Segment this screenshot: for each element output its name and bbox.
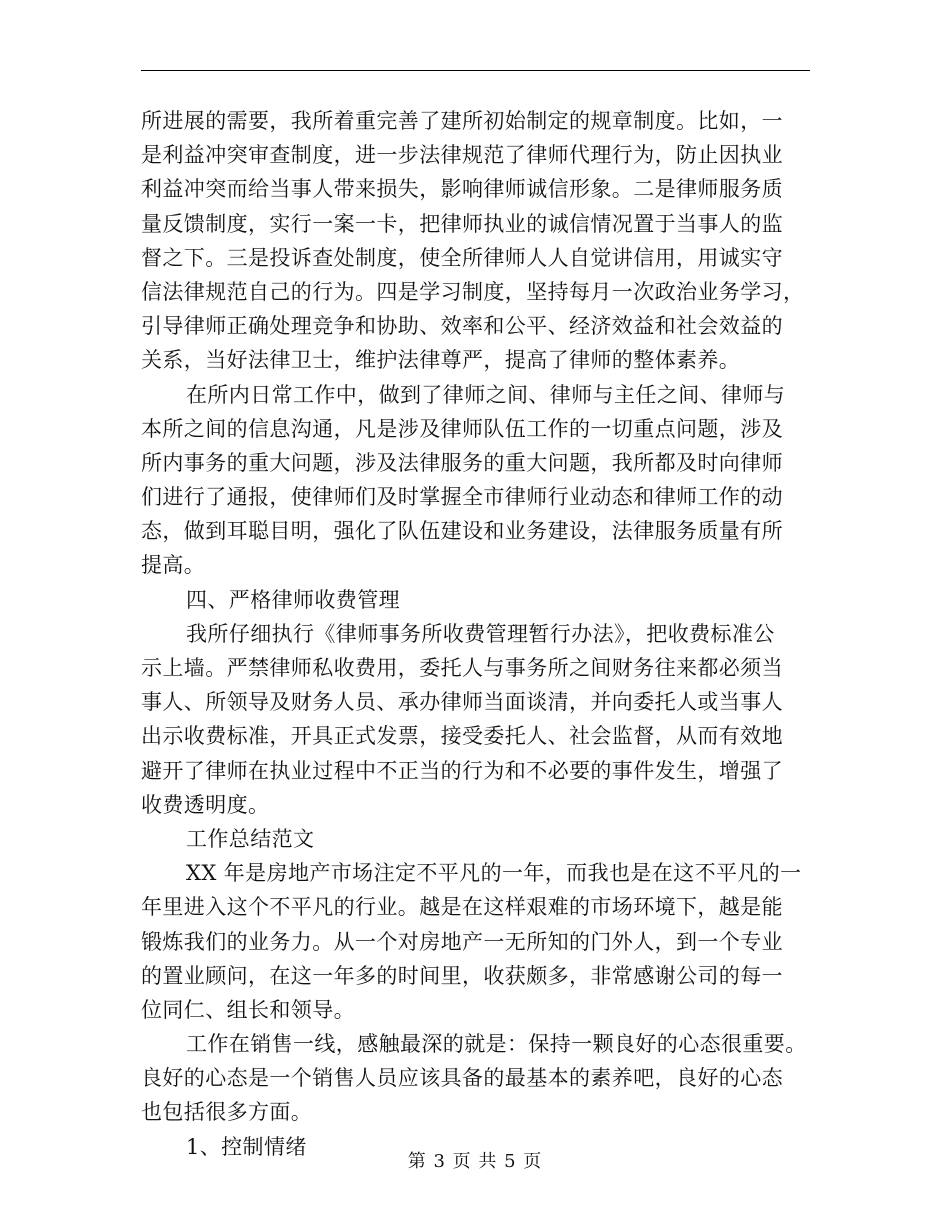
text-line: 出示收费标准，开具正式发票，接受委托人、社会监督，从而有效地 (141, 724, 783, 749)
text-line: 位同仁、组长和领导。 (141, 997, 355, 1022)
text-line: 督之下。三是投诉查处制度，使全所律师人人自觉讲信用，用诚实守 (141, 245, 783, 270)
text-line: 事人、所领导及财务人员、承办律师当面谈清，并向委托人或当事人 (141, 690, 783, 715)
text-line: 关系，当好法律卫士，维护法律尊严，提高了律师的整体素养。 (141, 348, 741, 373)
text-line: 也包括很多方面。 (141, 1100, 313, 1125)
page-footer: 第 3 页 共 5 页 (407, 1151, 543, 1172)
paragraph-start-line: XX 年是房地产市场注定不平凡的一年，而我也是在这不平凡的一 (186, 861, 802, 886)
text-line: 年里进入这个不平凡的行业。越是在这样艰难的市场环境下，越是能 (141, 895, 783, 920)
text-line: 态，做到耳聪目明，强化了队伍建设和业务建设，法律服务质量有所 (141, 519, 783, 544)
body-text (141, 104, 812, 1164)
paragraph-start-line: 工作在销售一线，感触最深的就是：保持一颗良好的心态很重要。 (186, 1032, 807, 1057)
text-line: 示上墙。严禁律师私收费用，委托人与事务所之间财务往来都必须当 (141, 656, 783, 680)
text-line: 是利益冲突审查制度，进一步法律规范了律师代理行为，防止因执业 (141, 143, 783, 168)
text-line: 所内事务的重大问题，涉及法律服务的重大问题，我所都及时向律师 (141, 450, 783, 475)
text-line: 提高。 (141, 553, 206, 578)
text-line: 量反馈制度，实行一案一卡，把律师执业的诚信情况置于当事人的监 (141, 211, 783, 236)
text-line: 的置业顾问，在这一年多的时间里，收获颇多，非常感谢公司的每一 (141, 963, 783, 988)
header-rule (141, 70, 810, 71)
text-line: 利益冲突而给当事人带来损失，影响律师诚信形象。二是律师服务质 (141, 177, 783, 202)
section-heading: 四、严格律师收费管理 (186, 587, 400, 612)
text-line: 良好的心态是一个销售人员应该具备的最基本的素养吧，良好的心态 (141, 1066, 783, 1091)
text-line: 锻炼我们的业务力。从一个对房地产一无所知的门外人，到一个专业 (141, 929, 783, 954)
text-line: 们进行了通报，使律师们及时掌握全市律师行业动态和律师工作的动 (141, 485, 783, 510)
text-line: 收费透明度。 (141, 792, 270, 817)
paragraph-start-line: 在所内日常工作中，做到了律师之间、律师与主任之间、律师与 (186, 382, 786, 407)
section-heading: 工作总结范文 (186, 826, 315, 851)
text-line: 信法律规范自己的行为。四是学习制度，坚持每月一次政治业务学习， (141, 279, 805, 304)
text-line: 本所之间的信息沟通，凡是涉及律师队伍工作的一切重点问题，涉及 (141, 416, 783, 441)
section-heading: 1、控制情绪 (186, 1134, 307, 1159)
paragraph-start-line: 我所仔细执行《律师事务所收费管理暂行办法》，把收费标准公 (186, 621, 775, 646)
text-line: 所进展的需要，我所着重完善了建所初始制定的规章制度。比如，一 (141, 109, 783, 133)
text-line: 避开了律师在执业过程中不正当的行为和不必要的事件发生，增强了 (141, 758, 783, 783)
text-line: 引导律师正确处理竞争和协助、效率和公平、经济效益和社会效益的 (141, 314, 783, 339)
